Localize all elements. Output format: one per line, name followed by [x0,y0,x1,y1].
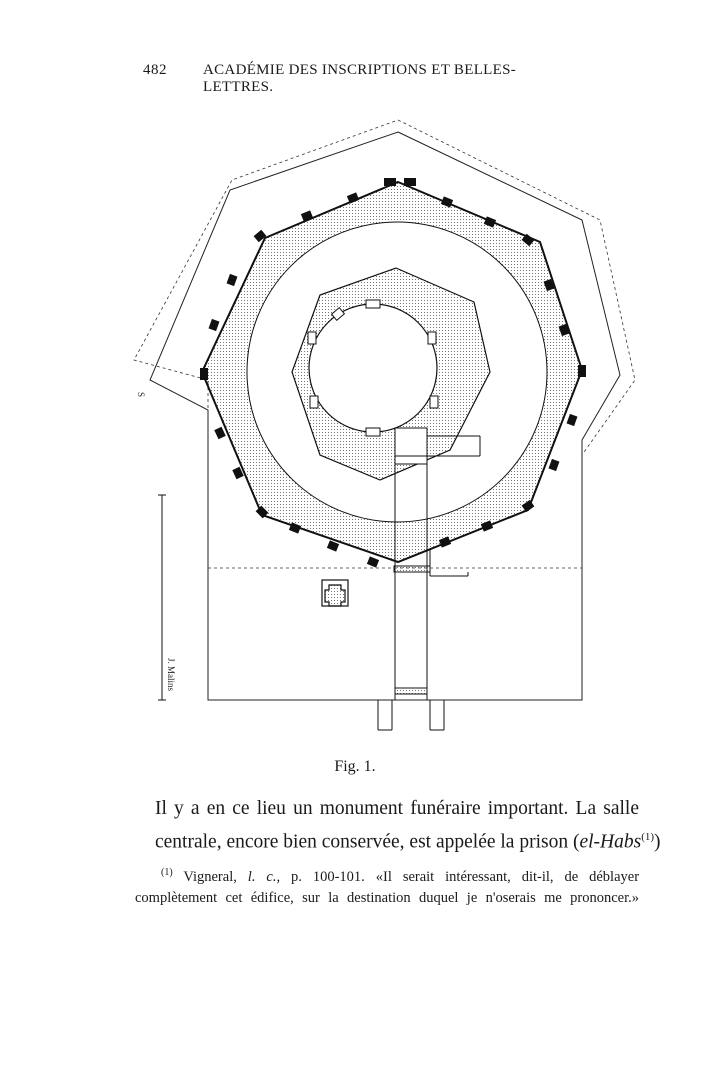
footnote-line-1 [135,862,639,888]
body-line-2-close: ) [654,831,661,853]
square-feature [322,580,348,606]
figure-caption: Fig. 1. [334,758,376,775]
footnote-abbrev: l. c., [247,868,281,885]
footnote-pages: p. 100-101. [291,868,365,885]
architectural-plan [120,110,640,740]
running-title: ACADÉMIE DES INSCRIPTIONS ET BELLES-LETTRES. [203,62,517,95]
body-line-2-text: centrale, encore bien conservée, est appelée la prison ( [155,831,580,853]
footnote [135,862,639,909]
page-header [143,62,583,95]
body-paragraph [155,795,661,857]
central-chamber [309,304,437,432]
signature-mark: J. Malins [166,658,176,692]
footnote-author: Vigneral, [183,868,237,885]
side-mark: S [136,392,146,398]
body-line-1: Il y a en ce lieu un monument funéraire important. La salle [155,798,639,819]
footnote-reference: (1) [641,831,655,843]
page-number: 482 [143,62,167,78]
body-line-2 [155,823,661,857]
footnote-text-1: «Il serait intéressant, dit-il, de déblayer [375,868,640,885]
scale-bar [158,495,166,700]
el-habs-term: el-Habs [579,831,642,853]
footnote-marker: (1) [161,867,173,878]
footnote-line-2: complètement cet édifice, sur la destination duquel je n'oserais me prononcer.» [135,889,639,906]
